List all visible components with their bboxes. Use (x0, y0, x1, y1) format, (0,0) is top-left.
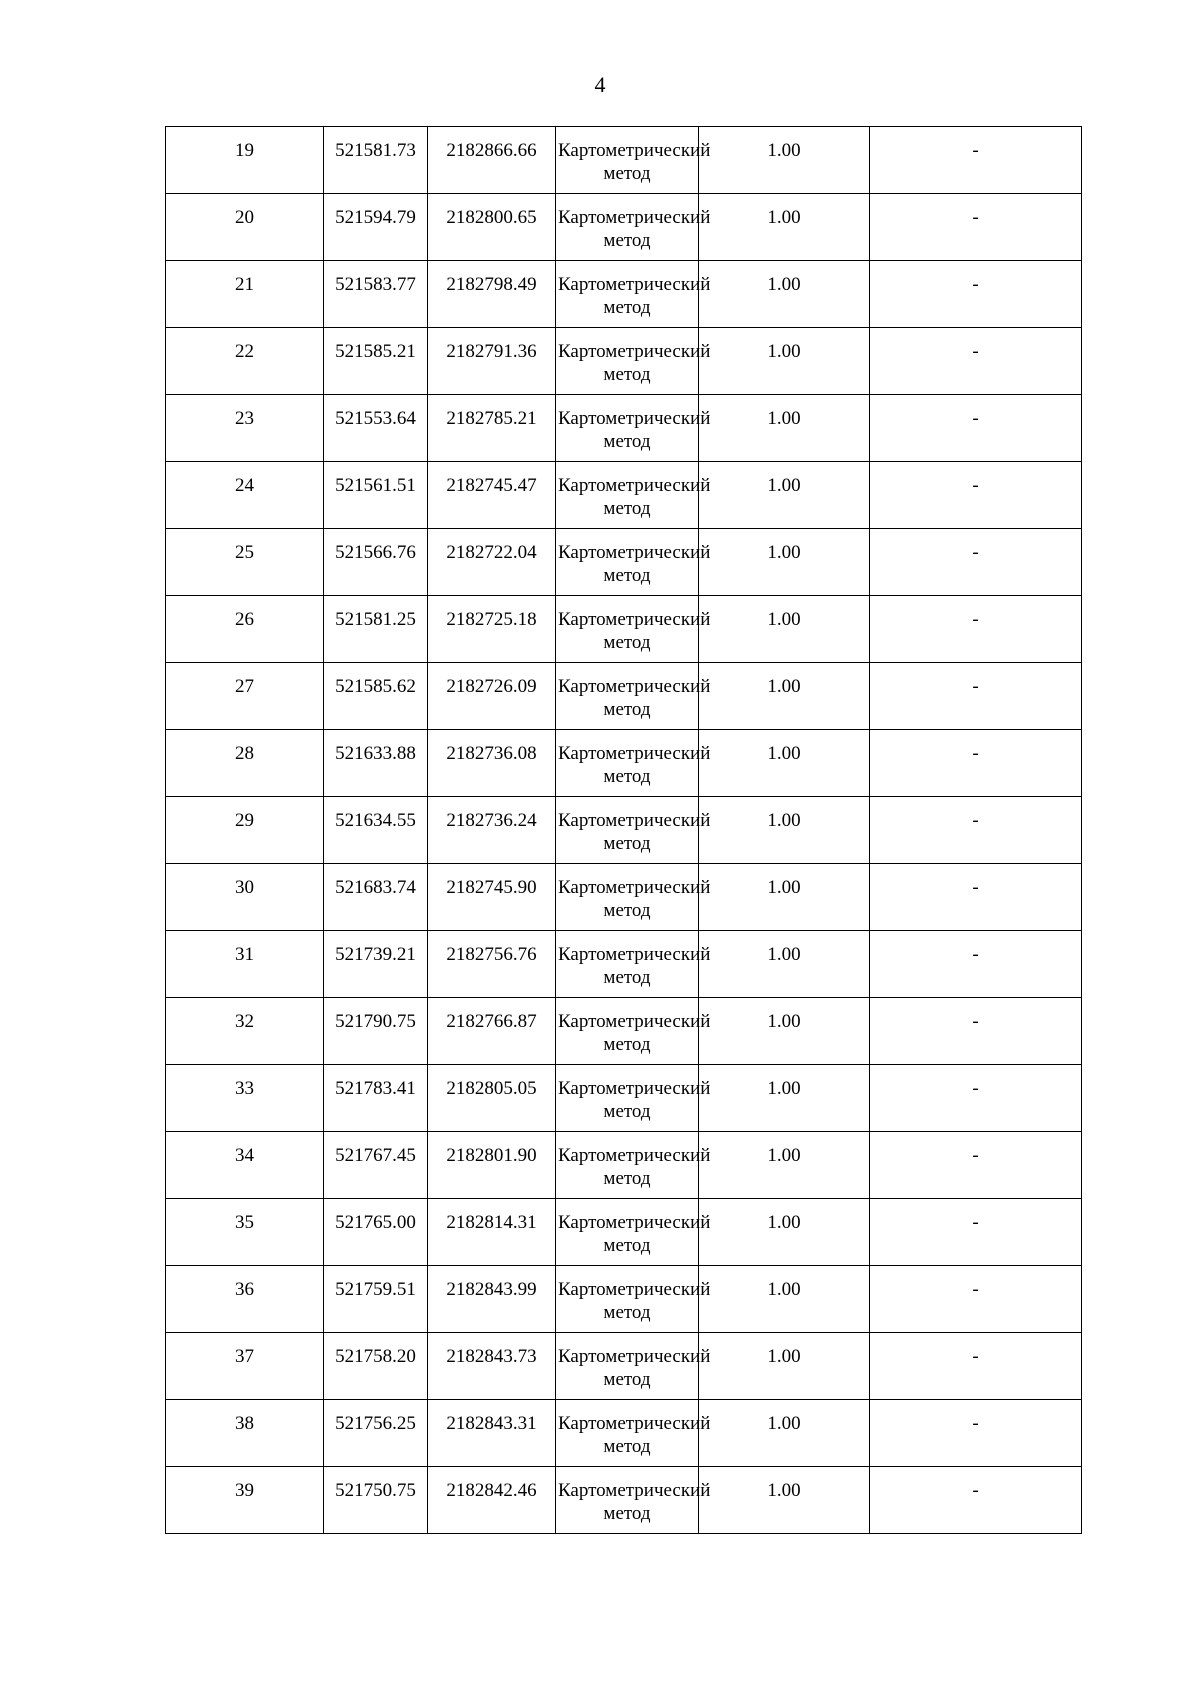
y-coordinate-cell: 2182722.04 (428, 529, 556, 596)
point-number-cell: 36 (166, 1266, 324, 1333)
y-coordinate-cell: 2182785.21 (428, 395, 556, 462)
y-coordinate-cell: 2182756.76 (428, 931, 556, 998)
coordinates-table-body (166, 127, 1082, 1534)
accuracy-cell: 1.00 (699, 1266, 870, 1333)
description-cell: - (870, 1199, 1082, 1266)
method-cell: Картометрический метод (556, 596, 699, 663)
accuracy-cell: 1.00 (699, 462, 870, 529)
description-cell: - (870, 261, 1082, 328)
y-coordinate-cell: 2182766.87 (428, 998, 556, 1065)
description-cell: - (870, 1333, 1082, 1400)
point-number-cell: 34 (166, 1132, 324, 1199)
method-cell: Картометрический метод (556, 1132, 699, 1199)
description-cell: - (870, 462, 1082, 529)
x-coordinate-cell: 521594.79 (324, 194, 428, 261)
table-row (166, 663, 1082, 730)
accuracy-cell: 1.00 (699, 328, 870, 395)
description-cell: - (870, 730, 1082, 797)
y-coordinate-cell: 2182791.36 (428, 328, 556, 395)
method-cell: Картометрический метод (556, 261, 699, 328)
y-coordinate-cell: 2182800.65 (428, 194, 556, 261)
accuracy-cell: 1.00 (699, 127, 870, 194)
point-number-cell: 37 (166, 1333, 324, 1400)
method-cell: Картометрический метод (556, 529, 699, 596)
point-number-cell: 38 (166, 1400, 324, 1467)
table-row (166, 931, 1082, 998)
accuracy-cell: 1.00 (699, 1132, 870, 1199)
description-cell: - (870, 797, 1082, 864)
y-coordinate-cell: 2182866.66 (428, 127, 556, 194)
y-coordinate-cell: 2182801.90 (428, 1132, 556, 1199)
x-coordinate-cell: 521561.51 (324, 462, 428, 529)
y-coordinate-cell: 2182726.09 (428, 663, 556, 730)
point-number-cell: 23 (166, 395, 324, 462)
accuracy-cell: 1.00 (699, 194, 870, 261)
description-cell: - (870, 998, 1082, 1065)
point-number-cell: 30 (166, 864, 324, 931)
point-number-cell: 25 (166, 529, 324, 596)
table-row (166, 395, 1082, 462)
x-coordinate-cell: 521585.62 (324, 663, 428, 730)
x-coordinate-cell: 521633.88 (324, 730, 428, 797)
accuracy-cell: 1.00 (699, 797, 870, 864)
accuracy-cell: 1.00 (699, 1467, 870, 1534)
x-coordinate-cell: 521758.20 (324, 1333, 428, 1400)
table-row (166, 1065, 1082, 1132)
y-coordinate-cell: 2182842.46 (428, 1467, 556, 1534)
table-row (166, 797, 1082, 864)
description-cell: - (870, 931, 1082, 998)
x-coordinate-cell: 521759.51 (324, 1266, 428, 1333)
accuracy-cell: 1.00 (699, 261, 870, 328)
table-row (166, 1400, 1082, 1467)
accuracy-cell: 1.00 (699, 931, 870, 998)
x-coordinate-cell: 521585.21 (324, 328, 428, 395)
description-cell: - (870, 864, 1082, 931)
method-cell: Картометрический метод (556, 1333, 699, 1400)
x-coordinate-cell: 521790.75 (324, 998, 428, 1065)
method-cell: Картометрический метод (556, 1199, 699, 1266)
y-coordinate-cell: 2182745.47 (428, 462, 556, 529)
x-coordinate-cell: 521739.21 (324, 931, 428, 998)
point-number-cell: 22 (166, 328, 324, 395)
x-coordinate-cell: 521783.41 (324, 1065, 428, 1132)
description-cell: - (870, 1467, 1082, 1534)
description-cell: - (870, 1266, 1082, 1333)
table-row (166, 529, 1082, 596)
point-number-cell: 35 (166, 1199, 324, 1266)
coordinates-table (165, 126, 1082, 1534)
point-number-cell: 33 (166, 1065, 324, 1132)
x-coordinate-cell: 521765.00 (324, 1199, 428, 1266)
table-row (166, 194, 1082, 261)
table-row (166, 462, 1082, 529)
description-cell: - (870, 1065, 1082, 1132)
method-cell: Картометрический метод (556, 1065, 699, 1132)
accuracy-cell: 1.00 (699, 1333, 870, 1400)
accuracy-cell: 1.00 (699, 1199, 870, 1266)
table-row (166, 1132, 1082, 1199)
table-row (166, 1333, 1082, 1400)
description-cell: - (870, 1132, 1082, 1199)
description-cell: - (870, 1400, 1082, 1467)
y-coordinate-cell: 2182736.24 (428, 797, 556, 864)
point-number-cell: 21 (166, 261, 324, 328)
table-row (166, 261, 1082, 328)
x-coordinate-cell: 521683.74 (324, 864, 428, 931)
x-coordinate-cell: 521756.25 (324, 1400, 428, 1467)
x-coordinate-cell: 521767.45 (324, 1132, 428, 1199)
point-number-cell: 24 (166, 462, 324, 529)
point-number-cell: 19 (166, 127, 324, 194)
y-coordinate-cell: 2182814.31 (428, 1199, 556, 1266)
method-cell: Картометрический метод (556, 1266, 699, 1333)
accuracy-cell: 1.00 (699, 529, 870, 596)
description-cell: - (870, 127, 1082, 194)
description-cell: - (870, 529, 1082, 596)
accuracy-cell: 1.00 (699, 395, 870, 462)
method-cell: Картометрический метод (556, 328, 699, 395)
accuracy-cell: 1.00 (699, 1065, 870, 1132)
table-row (166, 730, 1082, 797)
y-coordinate-cell: 2182745.90 (428, 864, 556, 931)
method-cell: Картометрический метод (556, 1400, 699, 1467)
description-cell: - (870, 395, 1082, 462)
point-number-cell: 28 (166, 730, 324, 797)
accuracy-cell: 1.00 (699, 596, 870, 663)
method-cell: Картометрический метод (556, 730, 699, 797)
y-coordinate-cell: 2182805.05 (428, 1065, 556, 1132)
x-coordinate-cell: 521553.64 (324, 395, 428, 462)
description-cell: - (870, 194, 1082, 261)
method-cell: Картометрический метод (556, 1467, 699, 1534)
table-row (166, 998, 1082, 1065)
table-row (166, 1266, 1082, 1333)
point-number-cell: 29 (166, 797, 324, 864)
point-number-cell: 32 (166, 998, 324, 1065)
method-cell: Картометрический метод (556, 864, 699, 931)
table-row (166, 864, 1082, 931)
method-cell: Картометрический метод (556, 194, 699, 261)
x-coordinate-cell: 521634.55 (324, 797, 428, 864)
x-coordinate-cell: 521583.77 (324, 261, 428, 328)
y-coordinate-cell: 2182798.49 (428, 261, 556, 328)
y-coordinate-cell: 2182843.73 (428, 1333, 556, 1400)
y-coordinate-cell: 2182843.31 (428, 1400, 556, 1467)
table-row (166, 1467, 1082, 1534)
x-coordinate-cell: 521566.76 (324, 529, 428, 596)
table-row (166, 596, 1082, 663)
accuracy-cell: 1.00 (699, 998, 870, 1065)
page-number: 4 (594, 72, 606, 97)
method-cell: Картометрический метод (556, 998, 699, 1065)
method-cell: Картометрический метод (556, 127, 699, 194)
point-number-cell: 20 (166, 194, 324, 261)
x-coordinate-cell: 521750.75 (324, 1467, 428, 1534)
point-number-cell: 26 (166, 596, 324, 663)
point-number-cell: 27 (166, 663, 324, 730)
table-row (166, 127, 1082, 194)
point-number-cell: 39 (166, 1467, 324, 1534)
method-cell: Картометрический метод (556, 797, 699, 864)
method-cell: Картометрический метод (556, 395, 699, 462)
description-cell: - (870, 328, 1082, 395)
y-coordinate-cell: 2182736.08 (428, 730, 556, 797)
method-cell: Картометрический метод (556, 931, 699, 998)
table-row (166, 328, 1082, 395)
table-row (166, 1199, 1082, 1266)
point-number-cell: 31 (166, 931, 324, 998)
accuracy-cell: 1.00 (699, 663, 870, 730)
x-coordinate-cell: 521581.25 (324, 596, 428, 663)
description-cell: - (870, 663, 1082, 730)
accuracy-cell: 1.00 (699, 730, 870, 797)
y-coordinate-cell: 2182843.99 (428, 1266, 556, 1333)
method-cell: Картометрический метод (556, 462, 699, 529)
accuracy-cell: 1.00 (699, 864, 870, 931)
x-coordinate-cell: 521581.73 (324, 127, 428, 194)
accuracy-cell: 1.00 (699, 1400, 870, 1467)
y-coordinate-cell: 2182725.18 (428, 596, 556, 663)
method-cell: Картометрический метод (556, 663, 699, 730)
description-cell: - (870, 596, 1082, 663)
